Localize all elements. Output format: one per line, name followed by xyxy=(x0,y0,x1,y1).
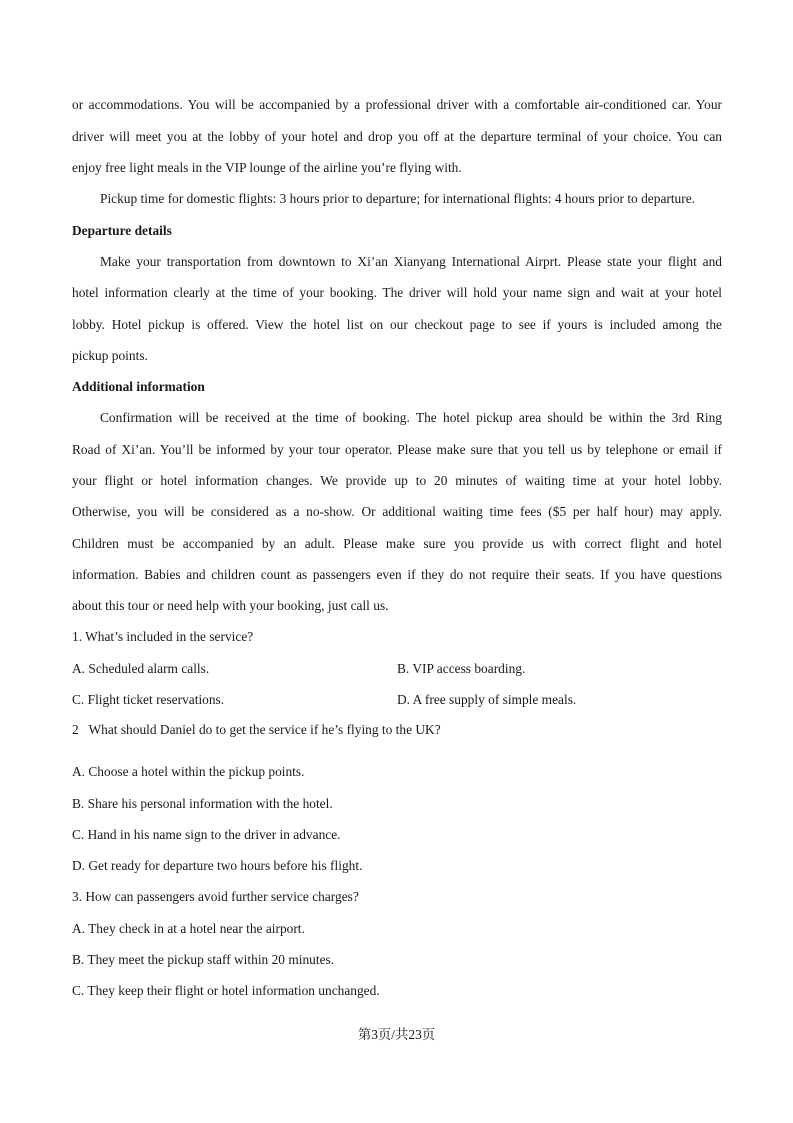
additional-line: Road of Xi’an. You’ll be informed by your tour operator. Please make sure that you tell us by telephone or email if xyxy=(72,442,722,457)
option-c: C. They keep their flight or hotel information unchanged. xyxy=(72,983,380,998)
option-d: D. Get ready for departure two hours before his flight. xyxy=(72,858,363,873)
option-c: C. Hand in his name sign to the driver in advance. xyxy=(72,827,341,842)
additional-line: about this tour or need help with your booking, just call us. xyxy=(72,598,389,613)
option-d: D. A free supply of simple meals. xyxy=(397,692,577,707)
passage-line: driver will meet you at the lobby of your hotel and drop you off at the departure terminal of your choice. You can xyxy=(72,129,722,144)
question-1-stem: 1. What’s included in the service? xyxy=(72,629,254,644)
option-a: A. They check in at a hotel near the airport. xyxy=(72,921,305,936)
question-1-options xyxy=(72,692,722,708)
passage-line: or accommodations. You will be accompanied by a professional driver with a comfortable air-conditioned car. Your xyxy=(72,97,722,112)
option-a: A. Scheduled alarm calls. xyxy=(72,661,210,676)
page-number: 第3页/共23页 xyxy=(357,1027,436,1042)
question-1-options xyxy=(72,661,722,677)
departure-heading: Departure details xyxy=(72,223,172,238)
additional-line: your flight or hotel information changes. We provide up to 20 minutes of waiting time at your hotel lobby. xyxy=(72,473,722,488)
passage-line: enjoy free light meals in the VIP lounge of the airline you’re flying with. xyxy=(72,160,462,175)
departure-line: Make your transportation from downtown to Xi’an Xianyang International Airprt. Please state your flight and xyxy=(100,254,722,269)
question-2-stem: 2 What should Daniel do to get the service if he’s flying to the UK? xyxy=(72,722,441,737)
departure-line: hotel information clearly at the time of your booking. The driver will hold your name sign and wait at your hotel xyxy=(72,285,722,300)
departure-line: lobby. Hotel pickup is offered. View the hotel list on our checkout page to see if yours is included among the xyxy=(72,317,722,332)
option-b: B. VIP access boarding. xyxy=(397,661,526,676)
pickup-time-line: Pickup time for domestic flights: 3 hours prior to departure; for international flights: 4 hours prior to departure. xyxy=(100,191,696,206)
option-c: C. Flight ticket reservations. xyxy=(72,692,225,707)
option-b: B. Share his personal information with the hotel. xyxy=(72,796,333,811)
departure-line: pickup points. xyxy=(72,348,148,363)
question-3-stem: 3. How can passengers avoid further service charges? xyxy=(72,889,359,904)
additional-line: Otherwise, you will be considered as a no-show. Or additional waiting time fees ($5 per half hour) may apply. xyxy=(72,504,722,519)
additional-line: information. Babies and children count as passengers even if they do not require their seats. If you have questions xyxy=(72,567,722,582)
additional-heading: Additional information xyxy=(72,379,205,394)
additional-line: Children must be accompanied by an adult. Please make sure you provide us with correct flight and hotel xyxy=(72,536,722,551)
additional-line: Confirmation will be received at the time of booking. The hotel pickup area should be within the 3rd Ring xyxy=(100,410,722,425)
option-a: A. Choose a hotel within the pickup points. xyxy=(72,764,305,779)
option-b: B. They meet the pickup staff within 20 minutes. xyxy=(72,952,335,967)
